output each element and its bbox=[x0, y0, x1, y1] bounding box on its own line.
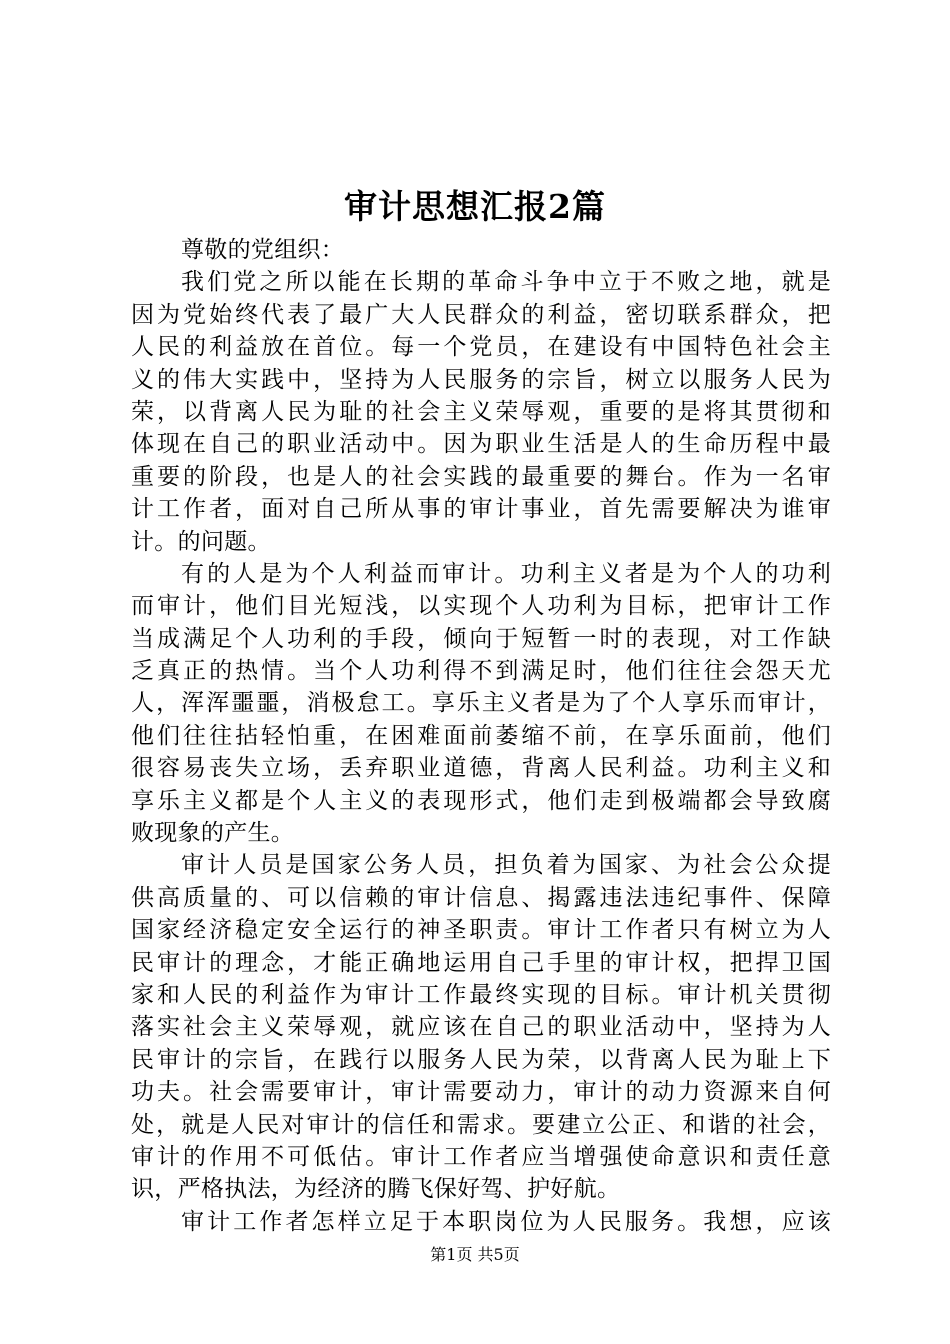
text-line: 供高质量的、可以信赖的审计信息、揭露违法违纪事件、保障 bbox=[131, 884, 831, 911]
text-line: 人，浑浑噩噩，消极怠工。享乐主义者是为了个人享乐而审计， bbox=[131, 690, 831, 717]
text-line: 因为党始终代表了最广大人民群众的利益，密切联系群众，把 bbox=[131, 301, 831, 328]
page-number-footer: 第1页 共5页 bbox=[430, 1245, 520, 1264]
paragraph-4 bbox=[131, 1206, 831, 1238]
document-body bbox=[131, 234, 831, 1238]
document-title: 审计思想汇报2篇 bbox=[344, 187, 606, 226]
text-line: 功夫。社会需要审计，审计需要动力，审计的动力资源来自何 bbox=[131, 1079, 831, 1106]
text-line: 识，严格执法，为经济的腾飞保好驾、护好航。 bbox=[131, 1176, 621, 1203]
text-line: 国家经济稳定安全运行的神圣职责。审计工作者只有树立为人 bbox=[131, 917, 831, 944]
text-line: 民审计的理念，才能正确地运用自己手里的审计权，把捍卫国 bbox=[131, 949, 831, 976]
text-line: 当成满足个人功利的手段，倾向于短暂一时的表现，对工作缺 bbox=[131, 625, 831, 652]
text-line: 而审计，他们目光短浅，以实现个人功利为目标，把审计工作 bbox=[131, 593, 831, 620]
text-line: 我们党之所以能在长期的革命斗争中立于不败之地，就是 bbox=[181, 269, 831, 296]
text-line: 审计人员是国家公务人员，担负着为国家、为社会公众提 bbox=[181, 852, 831, 879]
text-line: 计工作者，面对自己所从事的审计事业，首先需要解决为谁审 bbox=[131, 496, 831, 523]
text-line: 审计工作者怎样立足于本职岗位为人民服务。我想，应该 bbox=[181, 1208, 831, 1235]
text-line: 家和人民的利益作为审计工作最终实现的目标。审计机关贯彻 bbox=[131, 981, 831, 1008]
paragraph-3 bbox=[131, 849, 831, 1205]
text-line: 计。的问题。 bbox=[131, 528, 271, 555]
text-line: 他们往往拈轻怕重，在困难面前萎缩不前，在享乐面前，他们 bbox=[131, 722, 831, 749]
text-line: 义的伟大实践中，坚持为人民服务的宗旨，树立以服务人民为 bbox=[131, 366, 831, 393]
text-line: 人民的利益放在首位。每一个党员，在建设有中国特色社会主 bbox=[131, 334, 831, 361]
text-line: 很容易丧失立场，丢弃职业道德，背离人民利益。功利主义和 bbox=[131, 755, 831, 782]
text-line: 荣，以背离人民为耻的社会主义荣辱观，重要的是将其贯彻和 bbox=[131, 398, 831, 425]
text-line: 落实社会主义荣辱观，就应该在自己的职业活动中，坚持为人 bbox=[131, 1014, 831, 1041]
text-line: 审计的作用不可低估。审计工作者应当增强使命意识和责任意 bbox=[131, 1143, 831, 1170]
text-line: 体现在自己的职业活动中。因为职业生活是人的生命历程中最 bbox=[131, 431, 831, 458]
text-line: 乏真正的热情。当个人功利得不到满足时，他们往往会怨天尤 bbox=[131, 658, 831, 685]
paragraph-2 bbox=[131, 558, 831, 850]
text-line: 败现象的产生。 bbox=[131, 820, 295, 847]
text-line: 有的人是为个人利益而审计。功利主义者是为个人的功利 bbox=[181, 560, 831, 587]
salutation: 尊敬的党组织： bbox=[181, 237, 345, 263]
paragraph-1 bbox=[131, 266, 831, 558]
text-line: 享乐主义都是个人主义的表现形式，他们走到极端都会导致腐 bbox=[131, 787, 831, 814]
text-line: 重要的阶段，也是人的社会实践的最重要的舞台。作为一名审 bbox=[131, 463, 831, 490]
text-line: 民审计的宗旨，在践行以服务人民为荣，以背离人民为耻上下 bbox=[131, 1046, 831, 1073]
text-line: 处，就是人民对审计的信任和需求。要建立公正、和谐的社会， bbox=[131, 1111, 831, 1138]
